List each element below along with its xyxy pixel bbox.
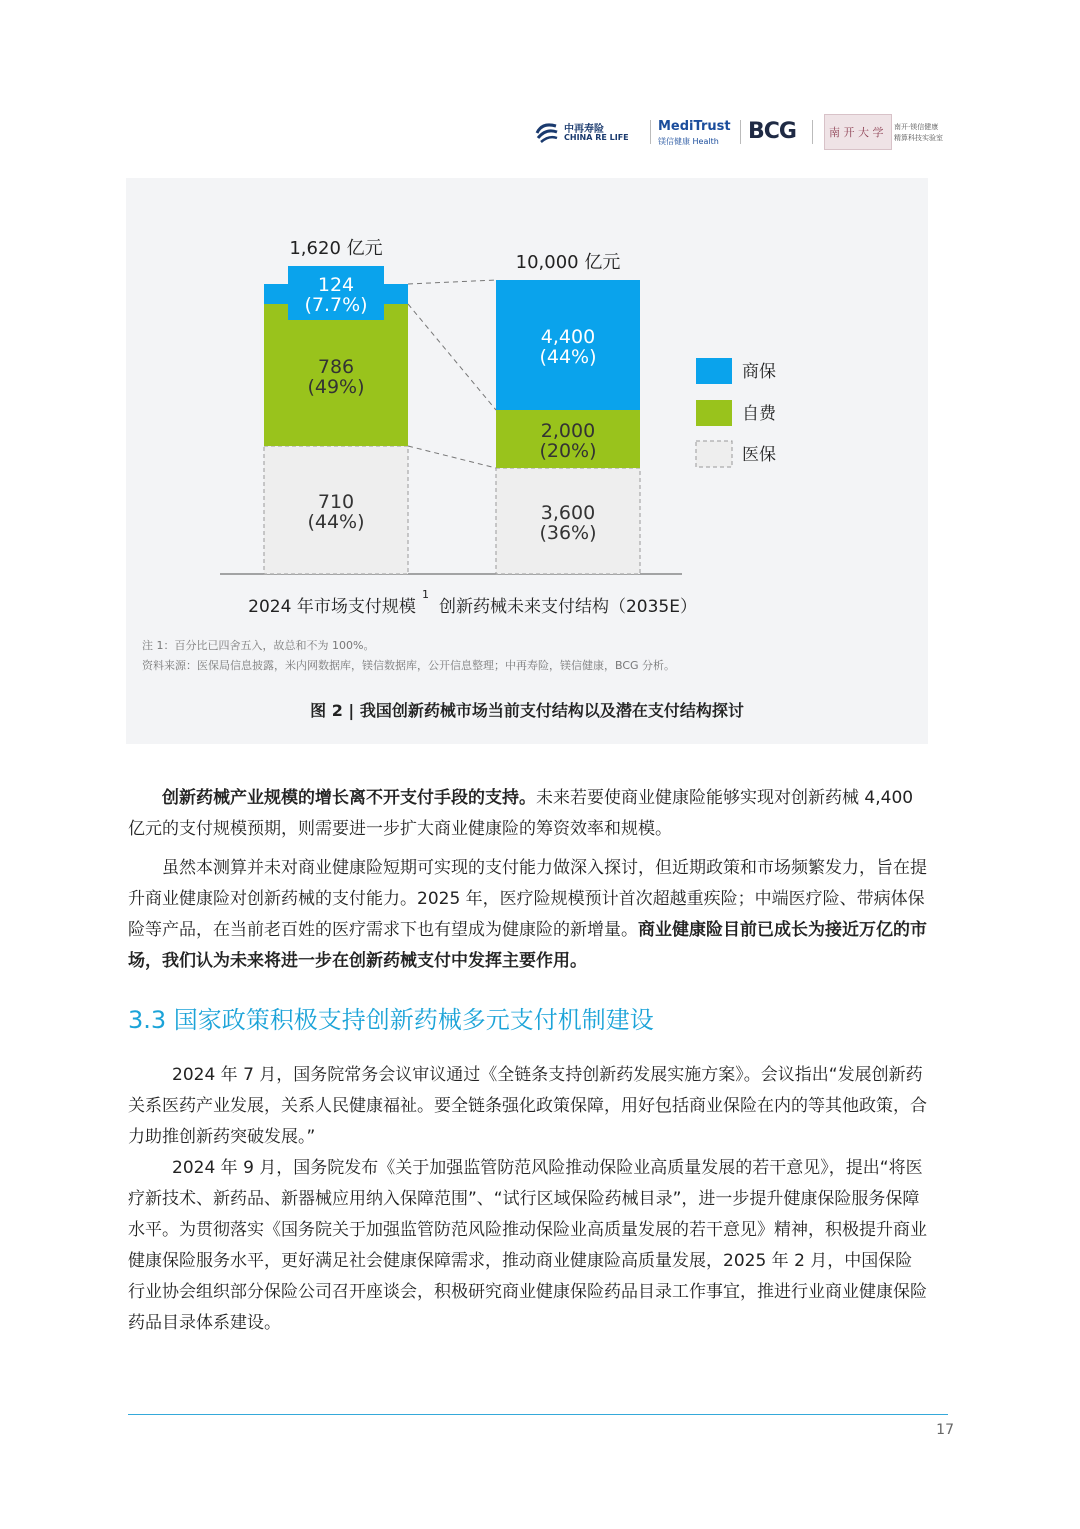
legend-swatch [696,400,732,426]
logo-divider [812,120,813,144]
bar-value-label: 3,600 [540,502,596,524]
bar-total-label: 1,620 亿元 [289,238,383,259]
bar-value-label: 124 [317,274,355,296]
legend-swatch [696,358,732,384]
bcg-logo: BCG [748,119,796,144]
paragraph-policy-september: 2024 年 9 月，国务院发布《关于加强监管防范风险推动保险业高质量发展的若干意见》，提出“将医疗新技术、新药品、新器械应用纳入保障范围”、“试行区域保险药械目录”，进一步提升健康保险服务保障水平。为贯彻落实《国务院关于加强监管防范风险推动保险业高质量发展的若干意见》精神，积极提升商业健康保险服务水平，更好满足社会健康保障需求，推动商业健康险高质量发展，2025 年 2 月，中国保险行业协会组织部分保险公司召开座谈会，积极研究商业健康保险药品目录工作事宜，推进行业商业健康保险药品目录体系建设。 [128,1158,927,1333]
figure-panel [126,178,928,744]
paragraph-market-growth [128,853,928,977]
stacked-bar-chart [126,178,928,628]
paragraph-text: 虽然本测算并未对商业健康险短期可实现的支付能力做深入探讨，但近期政策和市场频繁发力，旨在提升商业健康险对创新药械的支付能力。2025 年，医疗险规模预计首次超越重疾险；中端医疗险、带病体保险等产品，在当前老百姓的医疗需求下也有望成为健康险的新增量。 [128,858,927,940]
nankai-lab-line1: 南开·镁信健康 [894,123,939,131]
bar-percent-label: (20%) [539,440,597,462]
nankai-lab-line2: 精算科技实验室 [894,134,943,142]
nankai-seal-icon: 南 开 大 学 [824,114,892,150]
paragraph-policy-july: 2024 年 7 月，国务院常务会议审议通过《全链条支持创新药发展实施方案》。会议指出“发展创新药关系医药产业发展，关系人民健康福祉。要全链条强化政策保障，用好包括商业保险在内的等其他政策，合力助推创新药突破发展。” [128,1065,927,1147]
paragraph-bold-conclusion: 商业健康险目前已成长为接近万亿的市场，我们认为未来将进一步在创新药械支付中发挥主要作用。 [128,920,927,971]
bar-percent-label: (36%) [539,522,597,544]
legend-label: 医保 [742,445,776,465]
category-label: 2024 年市场支付规模 [248,597,416,617]
meditrust-logo [658,112,738,152]
logo-divider [650,120,651,144]
section-heading: 3.3 国家政策积极支持创新药械多元支付机制建设 [128,1006,654,1034]
category-superscript: 1 [422,588,429,601]
bar-percent-label: (44%) [307,511,365,533]
bar-value-label: 786 [317,356,355,378]
bar-value-label: 2,000 [540,420,596,442]
meditrust-en-name: MediTrust [658,119,731,134]
bar-percent-label: (44%) [539,346,597,368]
bar-total-label: 10,000 亿元 [515,252,621,273]
figure-source: 资料来源：医保局信息披露，米内网数据库，镁信数据库，公开信息整理；中再寿险，镁信健康，BCG 分析。 [142,659,676,672]
china-re-life-logo [534,112,644,152]
header-logos [530,112,950,152]
legend-label: 自费 [742,404,776,424]
paragraph-text: 未来若要使商业健康险能够实现对创新药械 4,400 亿元的支付规模预期，则需要进一步扩大商业健康险的筹资效率和规模。 [128,788,914,839]
footer-divider [128,1414,948,1415]
legend-swatch [696,441,732,467]
figure-notes [142,636,675,676]
logo-divider [740,120,741,144]
figure-note: 注 1：百分比已四舍五入，故总和不为 100%。 [142,639,375,652]
bar-value-label: 4,400 [540,326,596,348]
china-re-swirl-icon [534,118,560,144]
legend-label: 商保 [742,362,776,382]
connector-line-top [408,280,496,284]
bar-value-label: 710 [317,491,355,513]
nankai-meditrust-lab-logo [824,112,950,152]
connector-line-bottom [408,446,496,468]
connector-line-mid [408,304,496,410]
meditrust-cn-name: 镁信健康 Health [658,137,719,146]
figure-caption: 图 2 | 我国创新药械市场当前支付结构以及潜在支付结构探讨 [310,701,744,720]
category-label: 创新药械未来支付结构（2035E） [438,597,698,617]
paragraph-payment-support [128,783,928,845]
page-number: 17 [936,1422,954,1438]
paragraph-bold-lead: 创新药械产业规模的增长离不开支付手段的支持。 [162,788,536,808]
china-re-en-name: CHINA RE LIFE [564,133,629,142]
bar-percent-label: (7.7%) [304,294,368,316]
china-re-cn-name: 中再寿险 [564,124,604,135]
bar-percent-label: (49%) [307,376,365,398]
